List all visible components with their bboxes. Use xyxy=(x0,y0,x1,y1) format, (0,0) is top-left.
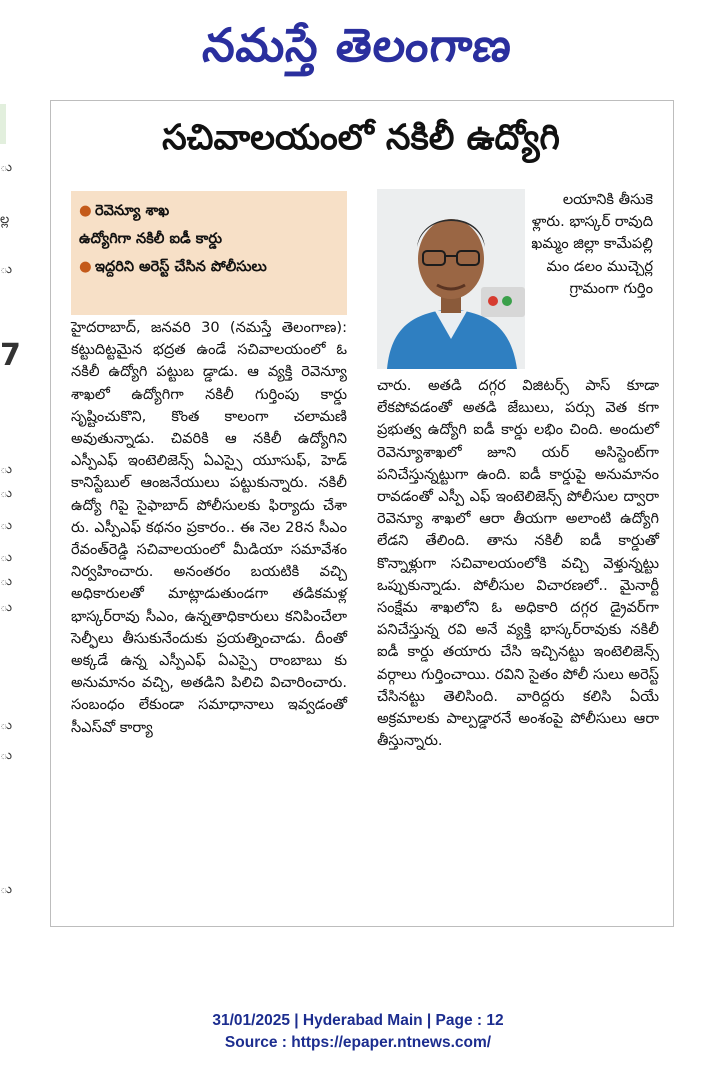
edge-fragment: ు xyxy=(0,718,13,733)
highlight-item-continuation xyxy=(79,225,339,253)
highlight-line: ఉద్యోగిగా నకిలీ ఐడీ కార్డు xyxy=(79,231,222,247)
edge-fragment: ల్ల xyxy=(0,212,10,227)
article-headline: సచివాలయంలో నకిలీ ఉద్యోగి xyxy=(162,118,560,158)
article-column-right-top: లయానికి తీసుకె ళ్లారు. భాస్కర్ రావుది ఖమ్మం జిల్లా కామేపల్లి మం డలం ముచ్చెర్ల గ్రామంగా గుర్తిం xyxy=(531,191,653,297)
edge-fragment: ు xyxy=(0,882,13,897)
page-footer xyxy=(0,1010,716,1054)
bullet-icon: ● xyxy=(79,259,92,275)
highlight-item xyxy=(79,253,339,281)
highlight-line: రెవెన్యూ శాఖ xyxy=(95,203,170,219)
edge-fragment: ు xyxy=(0,600,13,615)
highlight-line: ఇద్దరిని అరెస్ట్ చేసిన పోలీసులు xyxy=(95,259,267,275)
person-photo xyxy=(377,189,525,369)
highlight-item xyxy=(79,197,339,225)
masthead-title: నమస్తే తెలంగాణ xyxy=(200,18,516,72)
edge-fragment: ు xyxy=(0,518,13,533)
highlights-box xyxy=(71,191,347,315)
edge-fragment: ు xyxy=(0,574,13,589)
edge-fragment: ు xyxy=(0,486,13,501)
edge-fragment: ు xyxy=(0,462,13,477)
article-column-right: చారు. అతడి దగ్గర విజిటర్స్ పాస్ కూడా లేకపోవడంతో అతడి జేబులు, పర్సు వెత కగా ప్రభుత్వ ఉద్యోగి ఐడీ కార్డు లభిం చింది. అందులో రెవెన్యూశాఖలో జూని యర్ అసిస్టెంట్‌గా పనిచేస్తున్నట్టుగా ఉంది. ఐడీ కార్డుపై అనుమానం రావడంతో ఎస్పీ ఎఫ్ ఇంటెలిజెన్స్ పోలీసుల ద్వారా రెవెన్యూ శాఖలో ఆరా తీయగా అలాంటి ఉద్యోగి లేడని తేలింది. తాను నకిలీ ఐడీ కార్డుతో కొన్నాళ్లుగా సచివాలయంలోకి వచ్చి వెళ్తున్నట్టు ఒప్పుకున్నాడు. పోలీసుల విచారణలో.. మైనార్టీ సంక్షేమ శాఖలోని ఓ అధికారి దగ్గర డ్రైవర్‌గా పనిచేస్తున్న రవి అనే వ్యక్తి భాస్కర్‌రావుకు నకిలీ ఐడీ కార్డు తయారు చేసి ఇచ్చినట్టు ఇంటెలిజెన్స్ వర్గాలు గుర్తించాయి. రవిని సైతం పోలీ సులు అరెస్ట్ చేసినట్టు తెలిసింది. వారిద్దరు కలిసి ఏయే అక్రమాలకు పాల్పడ్డారనే అంశంపై పోలీసులు ఆరా తీస్తున్నారు. xyxy=(377,377,659,750)
bullet-icon: ● xyxy=(79,203,92,219)
article-clipping xyxy=(50,100,674,927)
edge-fragment: ు xyxy=(0,160,13,175)
edge-fragment: ు xyxy=(0,748,13,763)
article-column-left: హైదరాబాద్, జనవరి 30 (నమస్తే తెలంగాణ): కట్టుదిట్టమైన భద్రత ఉండే సచివాలయంలో ఓ నకిలీ ఉద్యోగి పట్టుబ డ్డాడు. ఆ వ్యక్తి రెవెన్యూ శాఖలో ఉద్యోగిగా నకిలీ గుర్తింపు కార్డు సృష్టించుకొని, కొంత కాలంగా చలామణి అవుతున్నాడు. చివరికి ఆ నకిలీ ఉద్యోగిని ఎస్పీఎఫ్ ఇంటెలిజెన్స్ ఏఎస్సై యూసుఫ్, హెడ్ కానిస్టేబుల్ ఆంజనేయులు పట్టుకున్నారు. నకిలీ ఉద్యో గిపై సైఫాబాద్ పోలీసులకు ఫిర్యాదు చేశా రు. ఎస్పీఎఫ్ కథనం ప్రకారం.. ఈ నెల 28న సీఎం రేవంత్‌రెడ్డి సచివాలయంలో మీడియా సమావేశం నిర్వహించారు. అనంతరం బయటికి వచ్చి అధికారులతో మాట్లాడుతుండగా తడికమళ్ల భాస్కర్‌రావు సీఎం, ఉన్నతాధికారులు కనిపించేలా సెల్ఫీలు తీసుకునేందుకు ప్రయత్నించాడు. దీంతో అక్కడే ఉన్న ఎస్పీఎఫ్ ఏఎస్సై రాంబాబు కు అనుమానం వచ్చి, అతడిని పిలిచి విచారించారు. సంబంధం లేకుండా సమాధానాలు ఇవ్వడంతో సీఎస్‌వో కార్యా xyxy=(71,319,347,736)
edge-fragment: ు xyxy=(0,262,13,277)
footer-source: Source : https://epaper.ntnews.com/ xyxy=(224,1034,492,1051)
edge-fragment: ు xyxy=(0,550,13,565)
footer-date-edition: 31/01/2025 | Hyderabad Main | Page : 12 xyxy=(212,1012,504,1029)
edge-fragment: 7 xyxy=(0,338,21,373)
adjacent-page-edge xyxy=(0,100,21,897)
masthead xyxy=(0,4,716,86)
